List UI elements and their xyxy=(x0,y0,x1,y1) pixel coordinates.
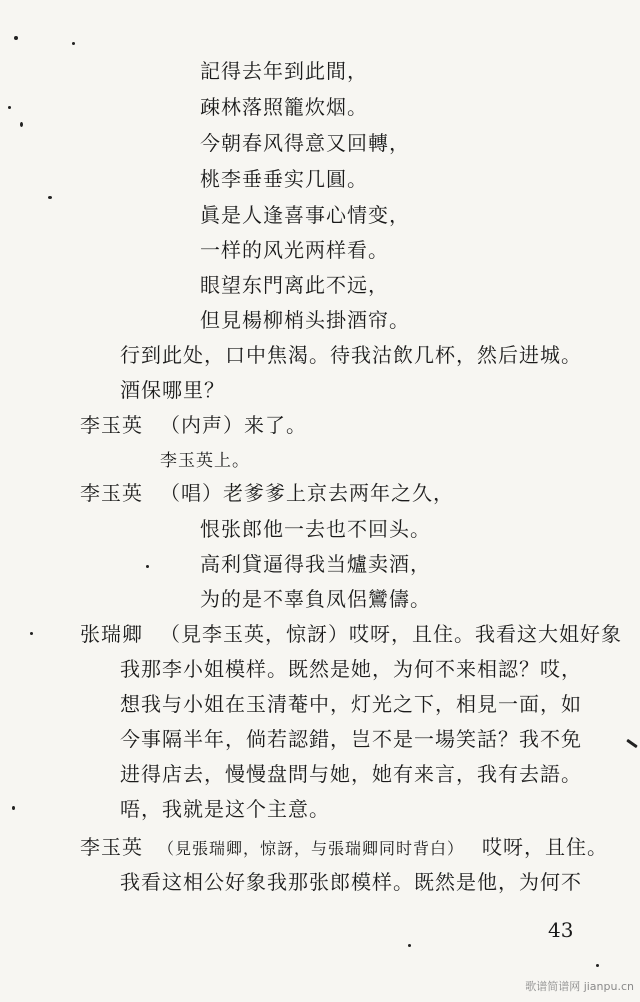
speaker-name: 张瑞卿 xyxy=(80,622,143,646)
dialogue-line: （唱）老爹爹上京去两年之久， xyxy=(160,481,454,505)
scan-speck xyxy=(146,565,149,568)
prose-line: 进得店去，慢慢盘問与她，她有来言，我有去語。 xyxy=(120,762,582,786)
verse-line: 疎林落照籠炊烟。 xyxy=(200,95,368,119)
verse-line: 眞是人逢喜事心情变， xyxy=(200,203,410,227)
stage-direction: （見張瑞卿，惊訝，与張瑞卿同时背白） xyxy=(158,839,465,858)
scan-speck xyxy=(72,42,75,45)
scan-speck xyxy=(20,122,23,127)
prose-line: 我那李小姐模样。既然是她，为何不来相認？哎， xyxy=(120,657,582,681)
page-number: 43 xyxy=(548,918,574,942)
prose-line: 想我与小姐在玉清菴中，灯光之下，相見一面，如 xyxy=(120,692,582,716)
scan-speck xyxy=(14,36,18,40)
dialogue-line: 哎呀，且住。 xyxy=(482,835,608,859)
verse-line: 記得去年到此間， xyxy=(200,59,368,83)
scan-speck xyxy=(408,944,411,947)
prose-line: 我看这相公好象我那张郎模样。既然是他，为何不 xyxy=(120,870,582,894)
verse-line: 高利貸逼得我当爐卖酒， xyxy=(200,552,431,576)
scan-speck xyxy=(30,632,33,635)
scan-speck xyxy=(626,739,638,748)
speaker-name: 李玉英 xyxy=(80,413,143,437)
speaker-name: 李玉英 xyxy=(80,481,143,505)
stage-direction: 李玉英上。 xyxy=(160,451,250,471)
prose-line: 唔，我就是这个主意。 xyxy=(120,797,330,821)
scan-speck xyxy=(8,106,11,109)
prose-line: 今事隔半年，倘若認錯，岂不是一場笑話？我不免 xyxy=(120,727,582,751)
verse-line: 桃李垂垂实几圓。 xyxy=(200,167,368,191)
prose-line: 行到此处，口中焦渴。待我沽飲几杯，然后进城。 xyxy=(120,343,582,367)
verse-line: 恨张郎他一去也不回头。 xyxy=(200,517,431,541)
prose-line: 酒保哪里？ xyxy=(120,378,225,402)
verse-line: 今朝春风得意又回轉， xyxy=(200,131,410,155)
watermark: 歌谱简谱网 jianpu.cn xyxy=(525,980,634,993)
dialogue-line: （見李玉英，惊訝）哎呀，且住。我看这大姐好象 xyxy=(160,622,622,646)
verse-line: 眼望东門离此不远， xyxy=(200,273,389,297)
dialogue-line: （内声）来了。 xyxy=(160,413,307,437)
verse-line: 但見楊柳梢头掛酒帘。 xyxy=(200,308,410,332)
scan-speck xyxy=(48,196,52,199)
verse-line: 为的是不辜負凤侶鸞儔。 xyxy=(200,587,431,611)
speaker-name: 李玉英 xyxy=(80,835,143,859)
scan-speck xyxy=(12,806,15,810)
verse-line: 一样的风光两样看。 xyxy=(200,238,389,262)
scan-speck xyxy=(596,964,599,967)
